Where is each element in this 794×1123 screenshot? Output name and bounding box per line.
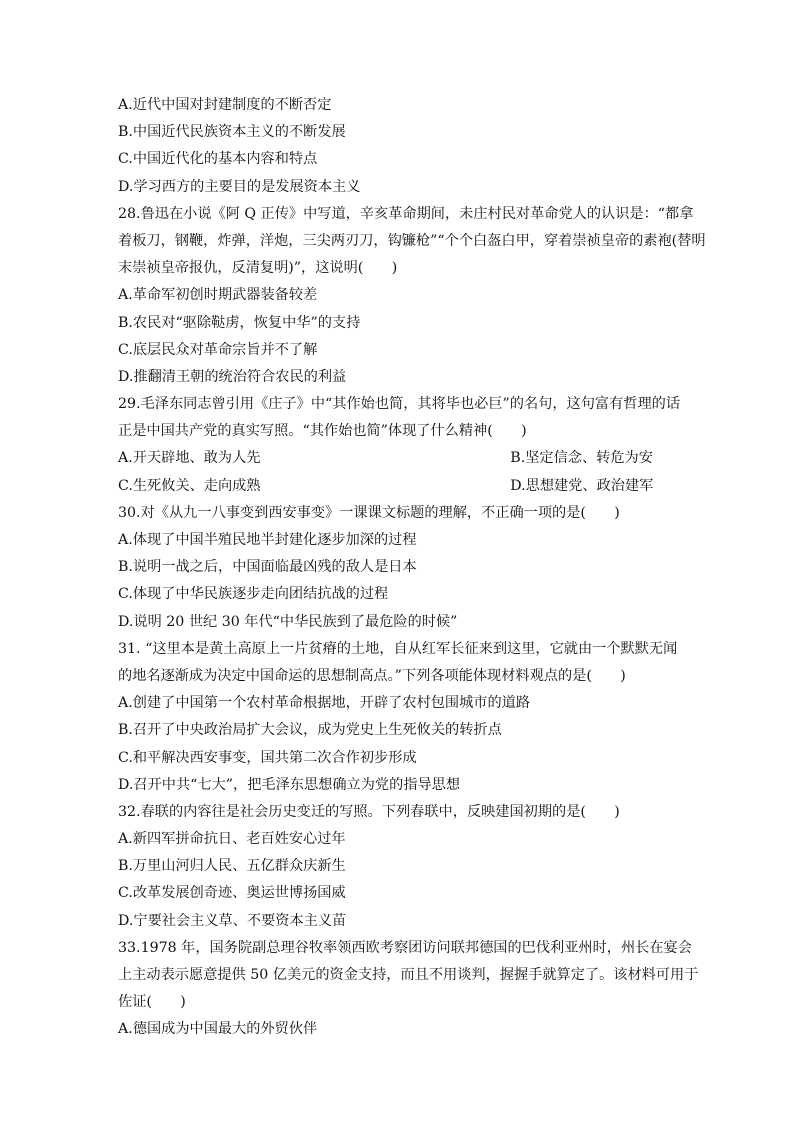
q31-option-c: C.和平解决西安事变，国共第二次合作初步形成 <box>118 749 417 766</box>
q29-option-a: A.开天辟地、敢为人先 <box>118 450 261 467</box>
q33-stem-line-2: 上主动表示愿意提供 50 亿美元的资金支持，而且不用谈判，握握手就算定了。该材料可用于 <box>118 967 699 983</box>
q28-stem-line-2: 着板刀，钢鞭，炸弹，洋炮，三尖两刃刀，钩镰枪”“个个白盔白甲，穿着崇祯皇帝的素袍(替明 <box>118 232 706 249</box>
q27-option-a: A.近代中国对封建制度的不断否定 <box>118 97 332 113</box>
q27-option-b: B.中国近代民族资本主义的不断发展 <box>118 124 346 141</box>
q28-option-a: A.革命军初创时期武器装备较差 <box>118 287 318 304</box>
q29-stem-line-2: 正是中国共产党的真实写照。“其作始也简”体现了什么精神( ) <box>118 423 527 440</box>
q30-stem: 30.对《从九一八事变到西安事变》一课课文标题的理解，不正确一项的是( ) <box>118 504 620 521</box>
q31-stem-line-2: 的地名逐渐成为决定中国命运的思想制高点。”下列各项能体现材料观点的是( ) <box>118 667 626 684</box>
q32-option-d: D.宁要社会主义草、不要资本主义苗 <box>118 912 347 929</box>
q33-option-a: A.德国成为中国最大的外贸伙伴 <box>118 1021 318 1038</box>
q29-option-d: D.思想建党、政治建军 <box>510 477 654 494</box>
q28-option-b: B.农民对“驱除鞑虏，恢复中华”的支持 <box>118 314 361 331</box>
q31-option-a: A.创建了中国第一个农村革命根据地，开辟了农村包围城市的道路 <box>118 695 531 712</box>
q32-option-b: B.万里山河归人民、五亿群众庆新生 <box>118 858 346 875</box>
q31-stem-line-1: 31. “这里本是黄土高原上一片贫瘠的土地，自从红军长征来到这里，它就由一个默默无闻 <box>118 640 678 657</box>
q28-option-d: D.推翻清王朝的统治符合农民的利益 <box>118 368 347 385</box>
q32-option-c: C.改革发展创奇迹、奥运世博扬国威 <box>118 885 346 902</box>
q28-stem-line-3: 末崇祯皇帝报仇，反清复明)”，这说明( ) <box>118 260 398 277</box>
q30-option-a: A.体现了中国半殖民地半封建化逐步加深的过程 <box>118 532 417 548</box>
q30-option-d: D.说明 20 世纪 30 年代“中华民族到了最危险的时候” <box>118 613 458 630</box>
q28-stem-line-1: 28.鲁迅在小说《阿 Q 正传》中写道，辛亥革命期间，未庄村民对革命党人的认识是：“都拿 <box>118 205 694 222</box>
q32-option-a: A.新四军拼命抗日、老百姓安心过年 <box>118 831 346 848</box>
q29-options-row-2 <box>118 473 680 500</box>
q29-stem-line-1: 29.毛泽东同志曾引用《庄子》中“其作始也简，其将毕也必巨”的名句，这句富有哲理的话 <box>118 396 681 413</box>
q28-option-c: C.底层民众对革命宗旨并不了解 <box>118 341 318 358</box>
q31-option-d: D.召开中共“七大”，把毛泽东思想确立为党的指导思想 <box>118 776 461 793</box>
q29-option-c: C.生死攸关、走向成熟 <box>118 477 261 494</box>
exam-page <box>118 92 706 1044</box>
q27-option-d: D.学习西方的主要目的是发展资本主义 <box>118 178 361 195</box>
q31-option-b: B.召开了中央政治局扩大会议，成为党史上生死攸关的转折点 <box>118 722 502 739</box>
q30-option-b: B.说明一战之后，中国面临最凶残的敌人是日本 <box>118 559 417 576</box>
q33-stem-line-3: 佐证( ) <box>118 994 186 1011</box>
q29-option-b: B.坚定信念、转危为安 <box>510 450 653 467</box>
q33-stem-line-1: 33.1978 年，国务院副总理谷牧率领西欧考察团访问联邦德国的巴伐利亚州时，州长在宴会 <box>118 939 692 956</box>
q27-option-c: C.中国近代化的基本内容和特点 <box>118 151 318 168</box>
q30-option-c: C.体现了中华民族逐步走向团结抗战的过程 <box>118 586 389 603</box>
q29-options-row-1 <box>118 445 680 472</box>
q32-stem: 32.春联的内容往是社会历史变迁的写照。下列春联中，反映建国初期的是( ) <box>118 803 620 820</box>
